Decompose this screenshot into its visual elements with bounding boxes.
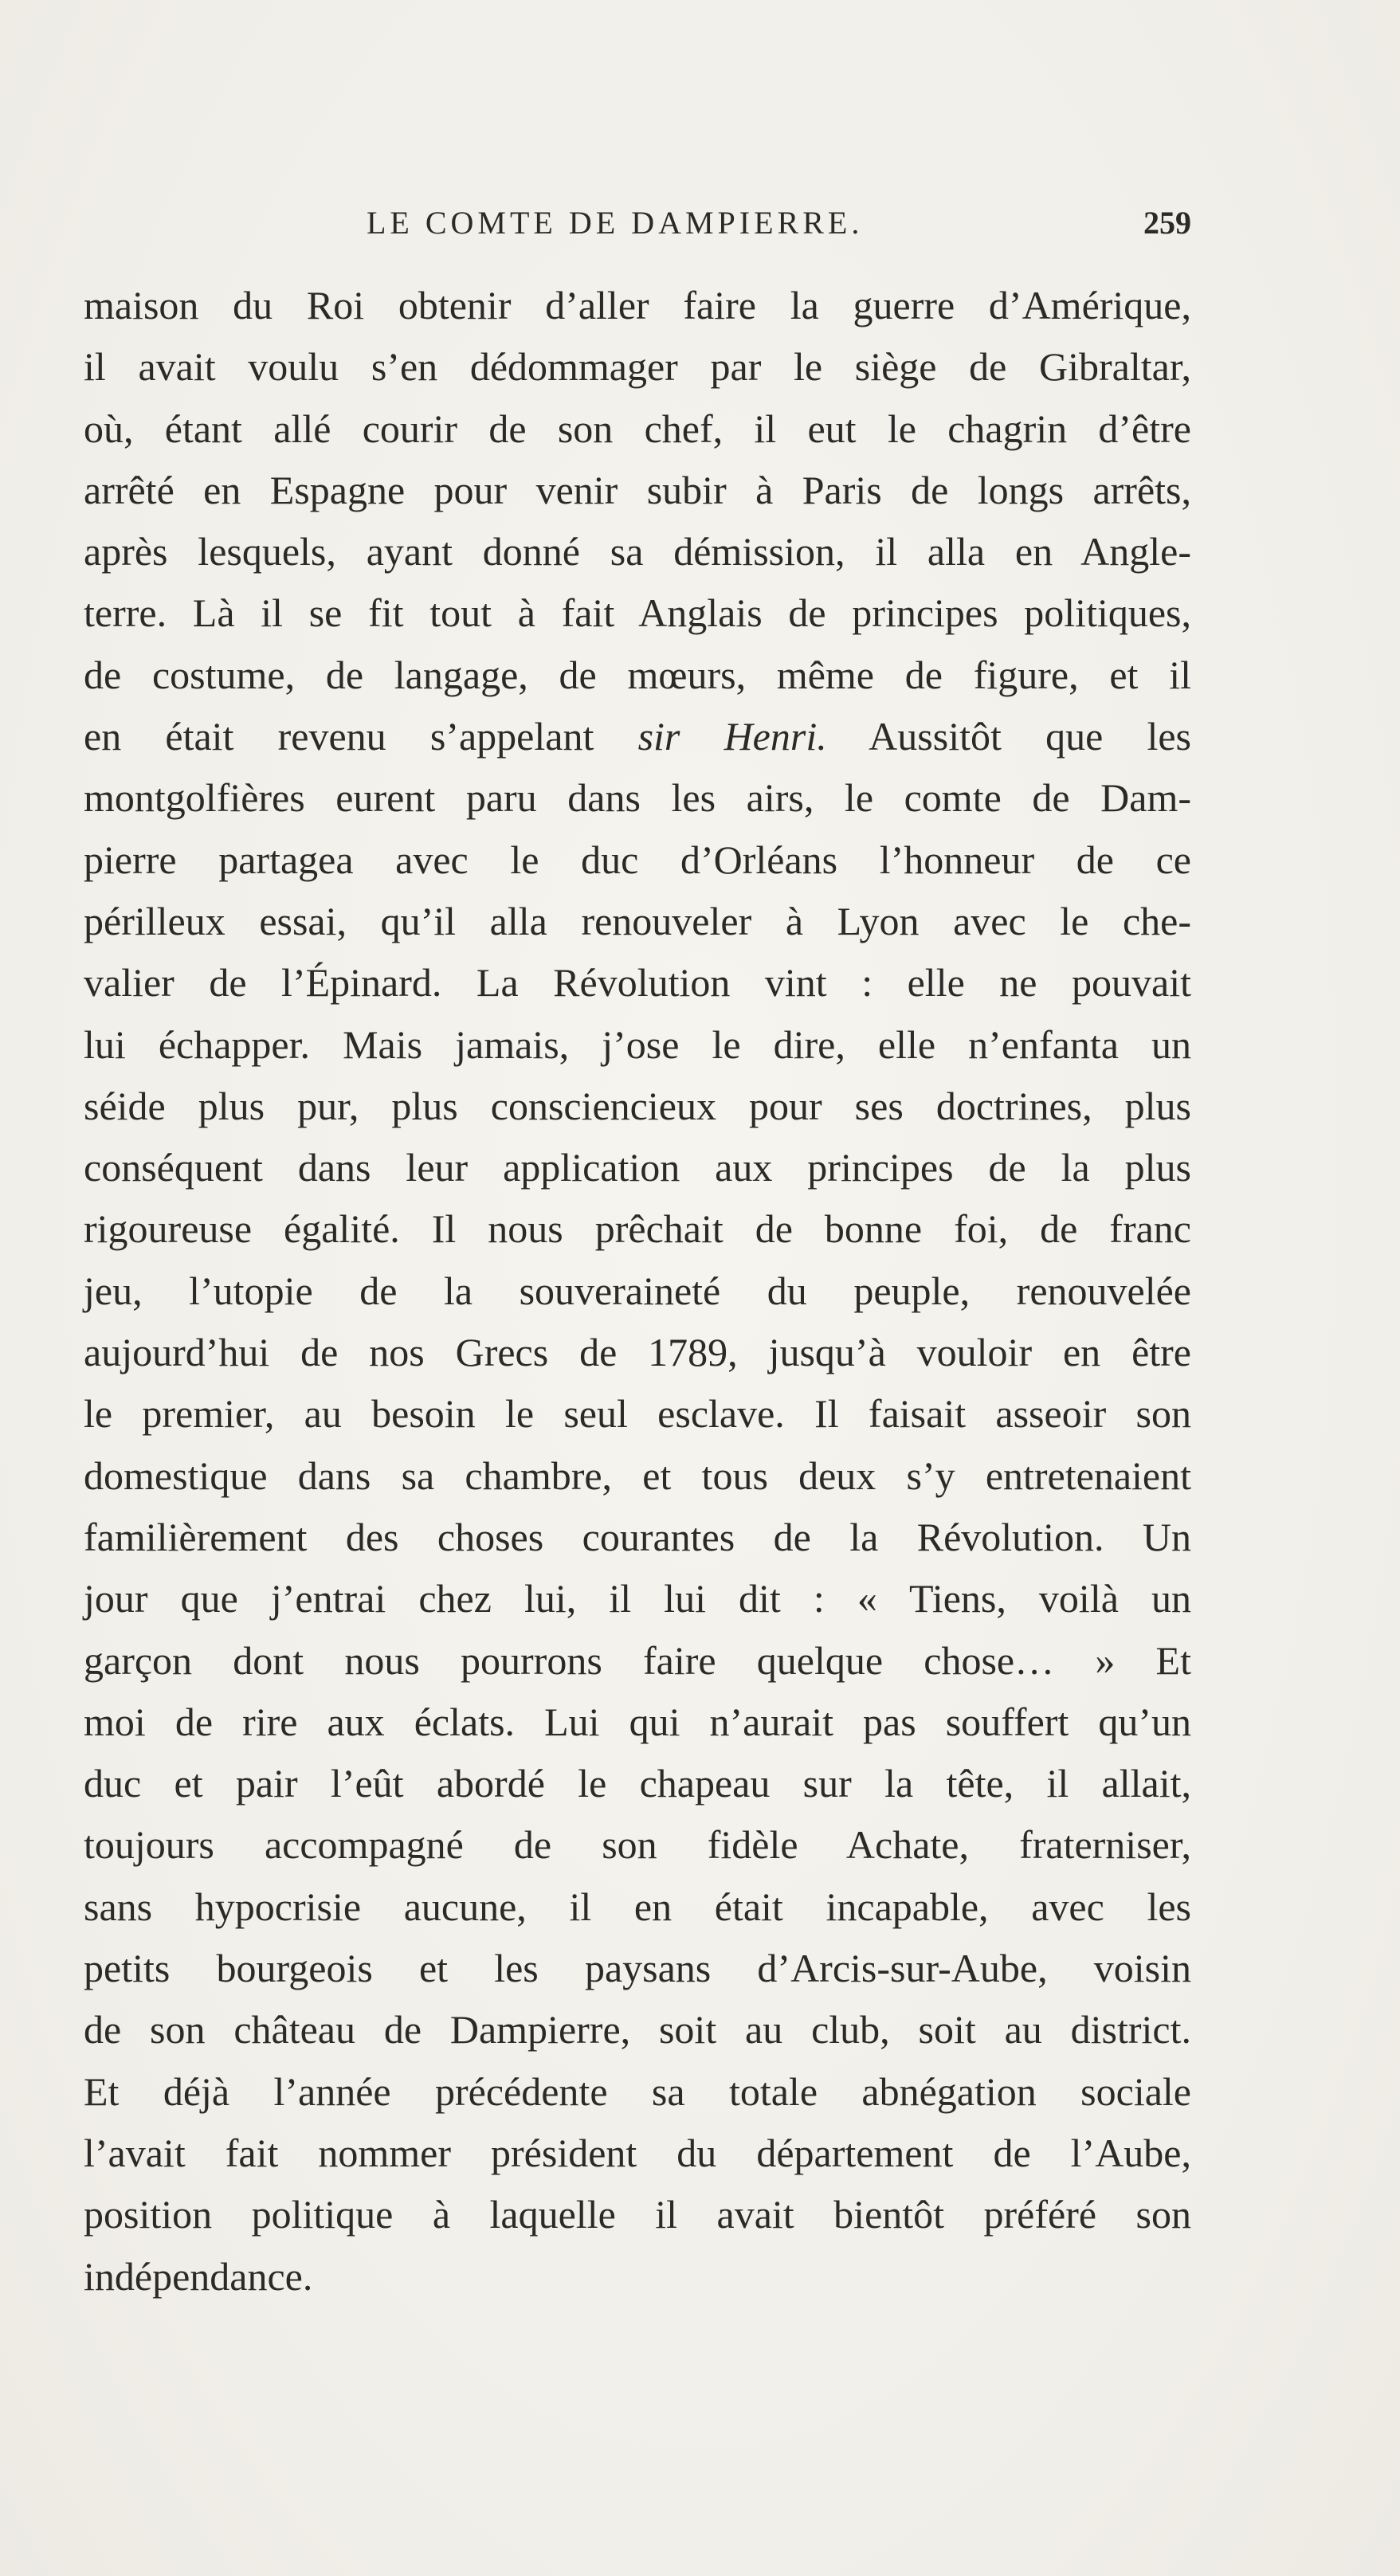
text-line: conséquent dans leur application aux principes de la plus [84, 1145, 1191, 1190]
text-line: terre. Là il se fit tout à fait Anglais de principes politiques, [84, 590, 1191, 636]
text-line: duc et pair l’eût abordé le chapeau sur la tête, il allait, [84, 1761, 1191, 1806]
text-line: l’avait fait nommer président du département de l’Aube, [84, 2130, 1191, 2175]
text-line-with-italic [84, 706, 1191, 767]
text-line: rigoureuse égalité. Il nous prêchait de bonne foi, de franc [84, 1206, 1191, 1252]
text-line: séide plus pur, plus consciencieux pour ses doctrines, plus [84, 1083, 1191, 1128]
text-line: pierre partagea avec le duc d’Orléans l’honneur de ce [84, 837, 1191, 882]
text-line-last: indépendance. [84, 2253, 313, 2299]
running-title: LE COMTE DE DAMPIERRE. [367, 205, 864, 241]
text-line: sans hypocrisie aucune, il en était incapable, avec les [84, 1884, 1191, 1929]
text-line: où, étant allé courir de son chef, il eut le chagrin d’être [84, 406, 1191, 451]
text-line: jour que j’entrai chez lui, il lui dit : « Tiens, voilà un [84, 1576, 1191, 1621]
text-line: maison du Roi obtenir d’aller faire la guerre d’Amérique, [84, 283, 1191, 327]
text-line: valier de l’Épinard. La Révolution vint : elle ne pouvait [84, 960, 1191, 1006]
text-line: montgolfières eurent paru dans les airs, le comte de Dam- [84, 775, 1191, 821]
text-line: petits bourgeois et les paysans d’Arcis-sur-Aube, voisin [84, 1946, 1191, 1991]
text-line-start: en était revenu s’appelant [84, 714, 594, 759]
text-line: le premier, au besoin le seul esclave. Il faisait asseoir son [84, 1391, 1191, 1437]
body-text [84, 275, 1191, 2307]
text-line: lui échapper. Mais jamais, j’ose le dire, elle n’enfanta un [84, 1021, 1191, 1067]
text-line: moi de rire aux éclats. Lui qui n’aurait pas souffert qu’un [84, 1699, 1191, 1744]
text-line: jeu, l’utopie de la souveraineté du peuple, renouvelée [84, 1268, 1191, 1313]
text-line: Et déjà l’année précédente sa totale abnégation sociale [84, 2068, 1191, 2114]
text-line: domestique dans sa chambre, et tous deux s’y entretenaient [84, 1453, 1191, 1498]
page-number: 259 [1143, 205, 1191, 241]
text-line: position politique à laquelle il avait bientôt préféré son [84, 2192, 1191, 2237]
text-line: arrêté en Espagne pour venir subir à Paris de longs arrêts, [84, 467, 1191, 512]
running-head [84, 199, 1191, 247]
text-line: après lesquels, ayant donné sa démission, il alla en Angle- [84, 529, 1191, 574]
text-line: garçon dont nous pourrons faire quelque chose… » Et [84, 1637, 1191, 1683]
text-line: périlleux essai, qu’il alla renouveler à Lyon avec le che- [84, 898, 1191, 943]
text-line-end: Aussitôt que les [869, 714, 1191, 759]
italic-name: sir Henri. [637, 714, 827, 759]
text-line: de son château de Dampierre, soit au club, soit au district. [84, 2007, 1191, 2053]
text-line: toujours accompagné de son fidèle Achate, fraterniser, [84, 1822, 1191, 1868]
text-line: familièrement des choses courantes de la Révolution. Un [84, 1514, 1191, 1559]
text-line: il avait voulu s’en dédommager par le siège de Gibraltar, [84, 344, 1191, 390]
text-line: de costume, de langage, de mœurs, même de figure, et il [84, 652, 1191, 697]
text-line: aujourd’hui de nos Grecs de 1789, jusqu’à vouloir en être [84, 1330, 1191, 1375]
